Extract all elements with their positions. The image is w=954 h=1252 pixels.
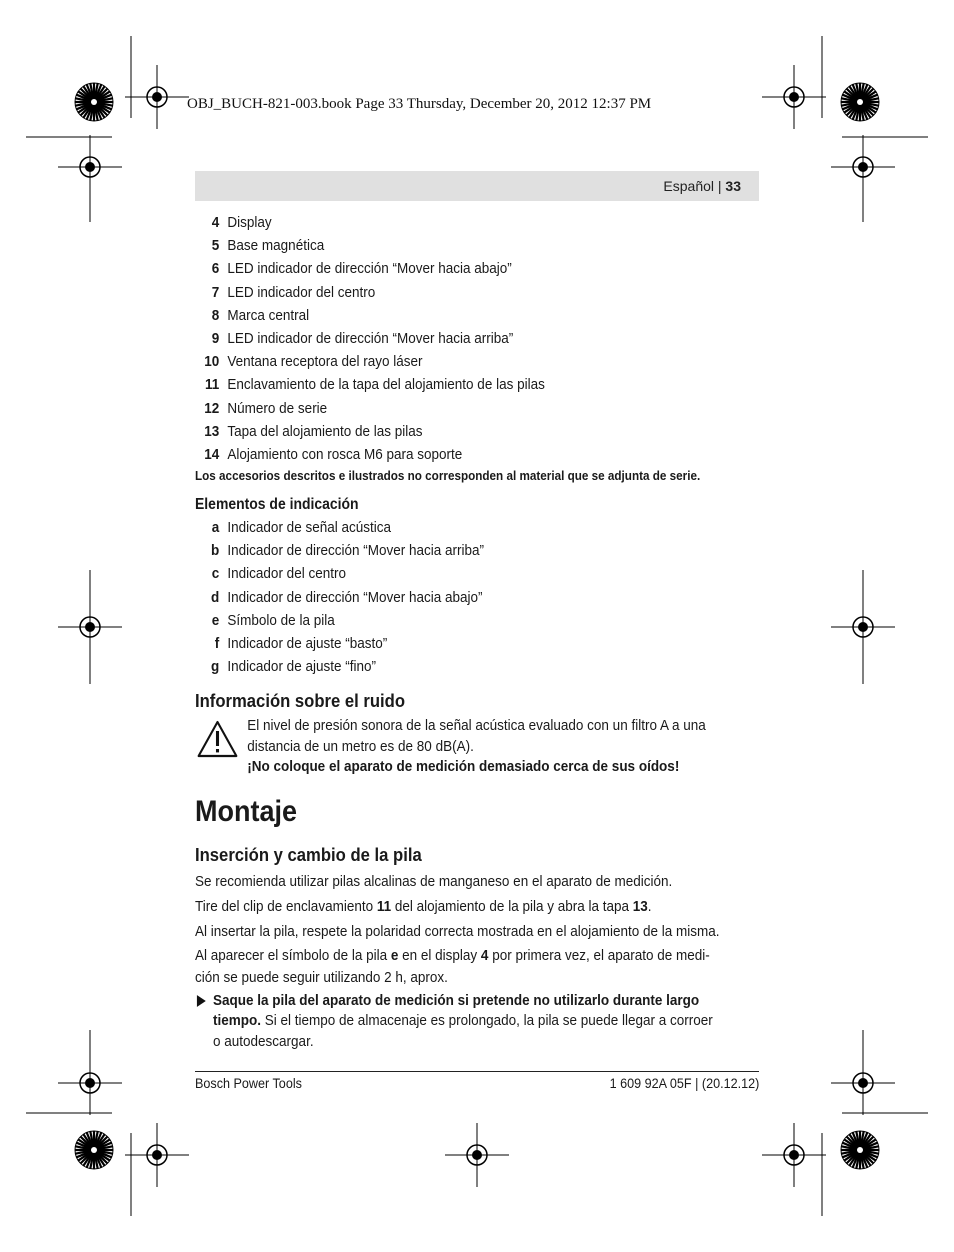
instruction-text: o autodescargar. [213,1032,314,1050]
item-text: Tapa del alojamiento de las pilas [227,422,423,440]
item-text: LED indicador de dirección “Mover hacia arriba” [227,329,514,347]
battery-paragraph-2 [195,895,759,918]
indication-list-item [195,632,759,655]
instruction-bold: tiempo. [213,1012,262,1030]
header-page-number: 33 [725,178,741,194]
item-text: LED indicador de dirección “Mover hacia abajo” [227,260,512,278]
indication-heading: Elementos de indicación [195,496,359,514]
footer-doc-number: 1 609 92A 05F | (20.12.12) [609,1075,759,1091]
ref-number: 11 [376,897,392,915]
item-letter: a [211,519,220,537]
item-text: Marca central [227,306,310,324]
battery-subheading: Inserción y cambio de la pila [195,843,422,865]
item-number: 7 [211,283,220,301]
page-content [195,211,759,1052]
item-text: Indicador de dirección “Mover hacia arriba” [227,542,485,560]
page-header-bar [195,171,759,201]
item-number: 4 [211,214,220,231]
battery-paragraph-4 [195,945,759,989]
parts-list-item [195,397,759,420]
item-letter: d [211,588,220,606]
parts-list-item [195,443,759,466]
montaje-heading: Montaje [195,794,298,828]
text-run: . [647,897,652,915]
item-number: 13 [204,422,220,440]
parts-list-item [195,350,759,373]
item-text: Display [227,214,272,231]
item-letter: b [211,542,220,560]
text-run: en el display [398,946,481,964]
item-letter: f [214,635,220,652]
ref-number: 13 [632,897,648,915]
item-number: 9 [211,329,220,347]
noise-text-line-1: El nivel de presión sonora de la señal acústica evaluado con un filtro A a una [247,717,706,735]
item-text: Indicador de ajuste “fino” [227,658,376,676]
item-number: 14 [204,445,220,463]
item-text: LED indicador del centro [227,283,376,301]
item-text: Base magnética [227,237,325,255]
parts-list-item [195,281,759,304]
item-text: Indicador del centro [227,565,346,583]
page-header [663,178,741,194]
indication-list-item [195,562,759,585]
parts-list [195,211,759,466]
item-number: 8 [211,306,220,324]
indication-list [195,516,759,678]
indication-list-item [195,539,759,562]
header-separator: | [717,178,722,194]
item-letter: e [211,611,220,629]
noise-heading: Información sobre el ruido [195,690,406,712]
item-text: Símbolo de la pila [227,611,335,629]
header-language: Español [663,178,714,194]
warning-triangle-icon [197,720,238,758]
parts-list-item [195,327,759,350]
noise-text-line-2: distancia de un metro es de 80 dB(A). [247,737,474,755]
noise-warning-text: ¡No coloque el aparato de medición demasiado cerca de sus oídos! [247,758,680,776]
item-text: Indicador de ajuste “basto” [227,635,388,652]
indication-list-item [195,516,759,539]
battery-paragraph-3: Al insertar la pila, respete la polaridad correcta mostrada en el alojamiento de la misma. [195,922,720,940]
item-number: 12 [204,399,220,417]
accessories-note: Los accesorios descritos e ilustrados no corresponden al material que se adjunta de serie. [195,468,701,484]
ref-number: 4 [480,946,489,964]
text-run: Al aparecer el símbolo de la pila [195,946,391,964]
item-letter: g [211,658,220,676]
battery-paragraph-1: Se recomienda utilizar pilas alcalinas de manganeso en el aparato de medición. [195,872,673,890]
item-text: Alojamiento con rosca M6 para soporte [227,445,463,463]
item-number: 6 [211,260,220,278]
footer-brand: Bosch Power Tools [195,1075,302,1091]
indication-list-item [195,655,759,678]
instruction-text: Si el tiempo de almacenaje es prolongado, la pila se puede llegar a corroer [261,1012,713,1030]
item-letter: c [211,565,220,583]
battery-storage-instruction [195,991,759,1053]
ref-letter: e [390,946,399,964]
item-text: Indicador de dirección “Mover hacia abajo” [227,588,483,606]
bullet-triangle-icon [197,995,206,1007]
item-text: Enclavamiento de la tapa del alojamiento de las pilas [227,376,545,394]
item-number: 11 [205,376,220,394]
text-run: por primera vez, el aparato de medi- [488,946,710,964]
item-number: 5 [211,237,220,255]
parts-list-item [195,257,759,280]
parts-list-item [195,373,759,396]
parts-list-item [195,304,759,327]
indication-list-item [195,586,759,609]
parts-list-item [195,211,759,234]
item-text: Indicador de señal acústica [227,519,392,537]
text-run: ción se puede seguir utilizando 2 h, aprox. [195,968,448,986]
parts-list-item [195,420,759,443]
book-slug-line: OBJ_BUCH-821-003.book Page 33 Thursday, December 20, 2012 12:37 PM [187,96,652,112]
footer-rule [195,1071,759,1072]
noise-warning-block [195,716,759,778]
parts-list-item [195,234,759,257]
text-run: Tire del clip de enclavamiento [195,897,377,915]
instruction-bold: Saque la pila del aparato de medición si pretende no utilizarlo durante largo [213,991,700,1009]
text-run: del alojamiento de la pila y abra la tapa [391,897,633,915]
indication-list-item [195,609,759,632]
item-text: Ventana receptora del rayo láser [227,353,423,371]
item-number: 10 [204,353,220,371]
item-text: Número de serie [227,399,328,417]
